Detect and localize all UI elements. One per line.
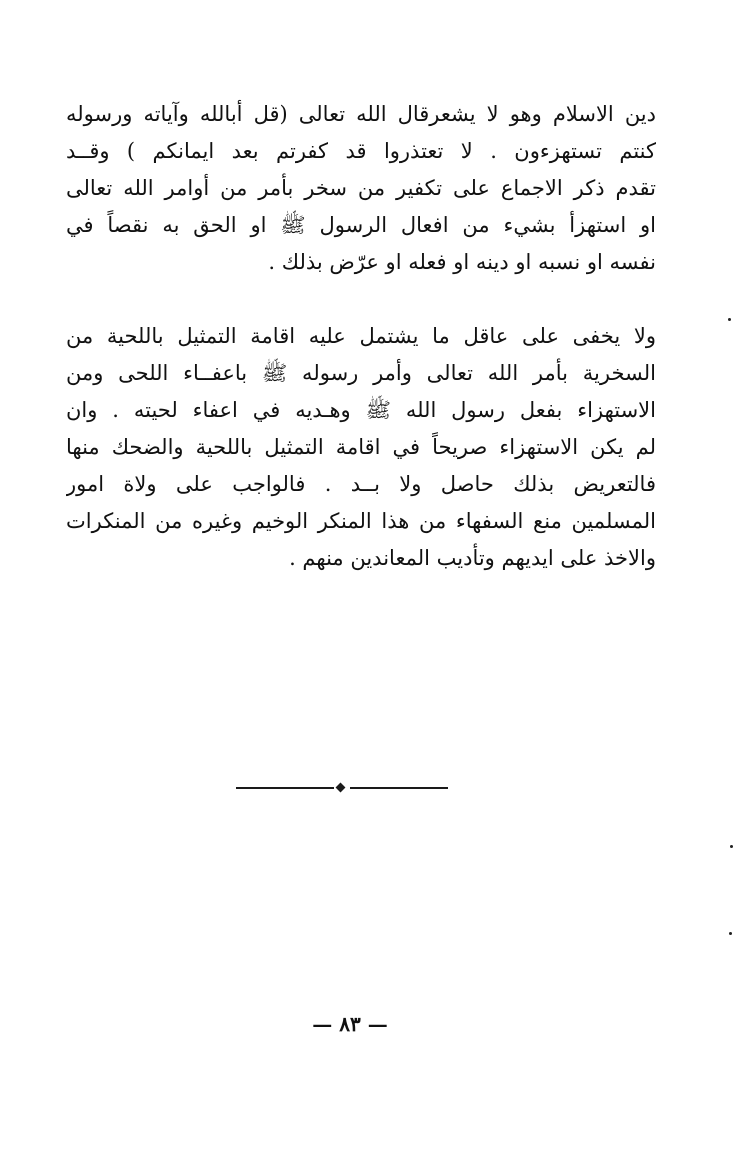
text-line: الاستهزاء بفعل رسول الله ﷺ وهـديه في اعفاء لحيته . وان bbox=[66, 398, 656, 422]
text-line: كنتم تستهزءون . لا تعتذروا قد كفرتم بعد ايمانكم ) وقــد bbox=[66, 139, 656, 163]
scan-speck bbox=[728, 318, 731, 321]
text-line: المسلمين منع السفهاء من هذا المنكر الوخيم وغيره من المنكرات bbox=[66, 509, 656, 533]
paragraph-2 bbox=[66, 318, 656, 577]
text-line: نفسه او نسبه او دينه او فعله او عرّض بذلك . bbox=[268, 250, 656, 274]
divider-ornament-icon bbox=[336, 783, 346, 793]
text-line: تقدم ذكر الاجماع على تكفير من سخر بأمر من أوامر الله تعالى bbox=[66, 176, 656, 200]
text-line: ولا يخفى على عاقل ما يشتمل عليه اقامة التمثيل باللحية من bbox=[66, 324, 656, 348]
text-line: دين الاسلام وهو لا يشعرقال الله تعالى (قل أبالله وآياته ورسوله bbox=[66, 102, 656, 126]
text-line: او استهزأ بشيء من افعال الرسول ﷺ او الحق به نقصاً في bbox=[66, 213, 656, 237]
paragraph-1 bbox=[66, 96, 656, 281]
section-divider bbox=[236, 784, 448, 792]
page-number: — ٨٣ — bbox=[312, 1012, 388, 1036]
scan-speck bbox=[730, 845, 733, 848]
text-line: لم يكن الاستهزاء صريحاً في اقامة التمثيل باللحية والضحك منها bbox=[66, 435, 656, 459]
divider-rule bbox=[350, 787, 448, 789]
scan-speck bbox=[729, 932, 732, 935]
text-line: السخرية بأمر الله تعالى وأمر رسوله ﷺ باعفــاء اللحى ومن bbox=[66, 361, 656, 385]
text-line: فالتعريض بذلك حاصل ولا بــد . فالواجب على ولاة امور bbox=[66, 472, 656, 496]
divider-rule bbox=[236, 787, 334, 789]
text-line: والاخذ على ايديهم وتأديب المعاندين منهم . bbox=[289, 546, 656, 570]
